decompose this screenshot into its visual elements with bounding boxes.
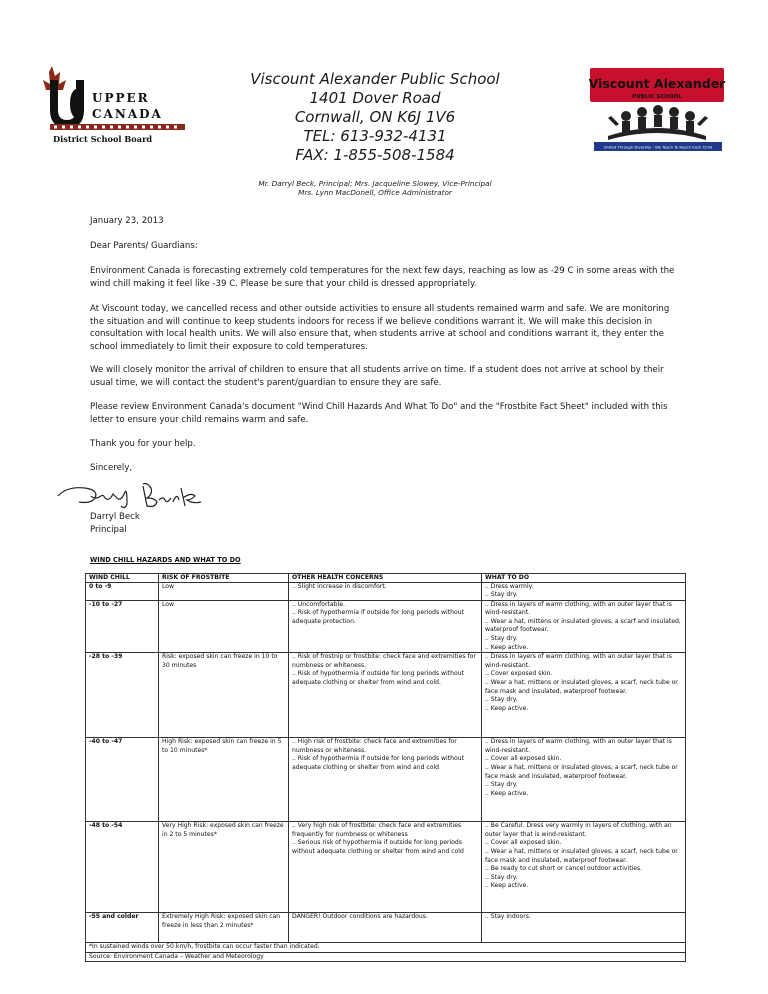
frostbite-risk-cell: Low xyxy=(159,582,289,600)
letter-paragraph-1: Environment Canada is forecasting extremely cold temperatures for the next few days, reaching as low as -29 C in some areas with the wind chill making it feel like -39 C. Please be sure that your child is dressed appropriately. xyxy=(90,266,675,289)
health-concerns-cell xyxy=(289,600,482,653)
school-fax: FAX: 1-855-508-1584 xyxy=(295,146,455,164)
letter-salutation: Dear Parents/ Guardians: xyxy=(90,241,198,251)
health-concerns-cell xyxy=(289,822,482,913)
ucdsb-board-label: District School Board xyxy=(53,134,153,144)
signature xyxy=(55,478,210,510)
what-to-do-line: .. Keep active. xyxy=(485,789,529,797)
school-address: 1401 Dover Road xyxy=(309,89,441,107)
frostbite-risk-cell: High Risk: exposed skin can freeze in 5 to 10 minutes* xyxy=(159,738,289,822)
what-to-do-line: .. Stay dry. xyxy=(485,781,518,789)
health-concerns-cell xyxy=(289,913,482,943)
va-logo-name: Viscount Alexander xyxy=(588,76,726,91)
health-concern-line: DANGER! Outdoor conditions are hazardous. xyxy=(292,913,428,921)
viscount-alexander-logo xyxy=(578,66,738,158)
table-header-row xyxy=(86,574,686,583)
wind-chill-cell: -48 to -54 xyxy=(86,822,159,913)
what-to-do-cell xyxy=(482,653,686,738)
what-to-do-line: .. Stay indoors. xyxy=(485,913,531,921)
children-book-illustration xyxy=(608,105,708,140)
what-to-do-cell xyxy=(482,822,686,913)
health-concern-line: .. Uncomfortable. xyxy=(292,600,345,608)
health-concern-line: .. Risk of hypothermia if outside for long periods without adequate protection. xyxy=(292,609,464,625)
what-to-do-line: .. Dress warmly. xyxy=(485,582,534,590)
va-logo-subtitle: PUBLIC SCHOOL xyxy=(632,94,682,100)
what-to-do-line: .. Keep active. xyxy=(485,704,529,712)
ucdsb-word-canada: CANADA xyxy=(92,107,163,121)
health-concerns-cell xyxy=(289,582,482,600)
what-to-do-line: .. Dress in layers of warm clothing, with an outer layer that is wind-resistant. xyxy=(485,738,672,754)
letter-closing: Sincerely, xyxy=(90,463,133,473)
table-footnote-row xyxy=(86,943,686,953)
what-to-do-line: .. Stay dry. xyxy=(485,873,518,881)
frostbite-risk-cell: Risk: exposed skin can freeze in 10 to 30 minutes xyxy=(159,653,289,738)
frostbite-risk-cell: Very High Risk: exposed skin can freeze in 2 to 5 minutes* xyxy=(159,822,289,913)
uc-monogram xyxy=(50,80,84,128)
school-header xyxy=(210,70,540,165)
ucdsb-word-upper: UPPER xyxy=(92,91,150,105)
wind-chill-table-title: WIND CHILL HAZARDS AND WHAT TO DO xyxy=(90,556,241,564)
what-to-do-line: .. Be ready to cut short or cancel outdoor activities. xyxy=(485,865,643,873)
health-concern-line: .. Very high risk of frostbite: check face and extremities frequently for numbness or whiteness xyxy=(292,822,462,838)
column-header-wind-chill: WIND CHILL xyxy=(86,574,159,583)
table-source: Source: Environment Canada – Weather and Meteorology xyxy=(86,952,686,962)
letter-paragraph-3: We will closely monitor the arrival of children to ensure that all students arrive on time. If a student does not arrive at school by their usual time, we will contact the student's parent/guardian to ensure they are safe. xyxy=(90,365,664,388)
letter-paragraph-4: Please review Environment Canada's document "Wind Chill Hazards And What To Do" and the "Frostbite Fact Sheet" included with this letter to ensure your child remains warm and safe. xyxy=(90,402,668,425)
what-to-do-line: .. Dress in layers of warm clothing, with an outer layer that is wind-resistant. xyxy=(485,653,672,669)
what-to-do-line: .. Cover exposed skin. xyxy=(485,670,553,678)
signer-title: Principal xyxy=(90,525,127,535)
letter-thanks: Thank you for your help. xyxy=(90,439,196,449)
what-to-do-line: .. Wear a hat, mittens or insulated gloves, a scarf, neck tube or face mask and insulated, waterproof footwear. xyxy=(485,848,678,864)
va-logo-motto: United Through Diversity - We Teach To Reach Each Child xyxy=(603,144,713,150)
what-to-do-line: .. Stay dry. xyxy=(485,696,518,704)
wind-chill-table xyxy=(85,573,686,962)
school-city: Cornwall, ON K6J 1V6 xyxy=(294,108,456,126)
what-to-do-line: .. Wear a hat, mittens or insulated gloves, a scarf, neck tube or face mask and insulated, waterproof footwear. xyxy=(485,679,678,695)
health-concern-line: .. Risk of frostnip or frostbite: check face and extremities for numbness or whiteness. xyxy=(292,653,476,669)
frostbite-risk-cell: Extremely High Risk: exposed skin can freeze in less than 2 minutes* xyxy=(159,913,289,943)
table-footnote: *In sustained winds over 50 km/h, frostbite can occur faster than indicated. xyxy=(86,943,686,953)
health-concern-line: .. Slight increase in discomfort. xyxy=(292,582,387,590)
what-to-do-cell xyxy=(482,582,686,600)
what-to-do-cell xyxy=(482,913,686,943)
table-row xyxy=(86,913,686,943)
table-row xyxy=(86,738,686,822)
table-row xyxy=(86,582,686,600)
frostbite-risk-cell: Low xyxy=(159,600,289,653)
admin-line-1: Mr. Darryl Beck, Principal; Mrs. Jacqueline Slowey, Vice-Principal xyxy=(258,179,492,188)
what-to-do-line: .. Wear a hat, mittens or insulated gloves, a scarf and insulated, waterproof footwear. xyxy=(485,617,681,634)
what-to-do-line: .. Cover all exposed skin. xyxy=(485,839,562,847)
table-row xyxy=(86,653,686,738)
column-header-what-to-do: WHAT TO DO xyxy=(482,574,686,583)
admin-line-2: Mrs. Lynn MacDonell, Office Administrator xyxy=(298,188,452,197)
table-row xyxy=(86,600,686,653)
letter-paragraph-2: At Viscount today, we cancelled recess and other outside activities to ensure all students remained warm and safe. We are monitoring the situation and will continue to keep students indoors for recess if we believe conditions warrant it. We will make this decision in consultation with local health units. We will also ensure that, when students arrive at school and conditions warrant it, they enter the school immediately to limit their exposure to cold temperatures. xyxy=(90,304,670,352)
wind-chill-cell: -55 and colder xyxy=(86,913,159,943)
what-to-do-cell xyxy=(482,600,686,653)
wind-chill-cell: -40 to -47 xyxy=(86,738,159,822)
letter-date: January 23, 2013 xyxy=(90,216,164,226)
wind-chill-cell: 0 to -9 xyxy=(86,582,159,600)
upper-canada-district-school-board-logo xyxy=(40,62,190,148)
table-row xyxy=(86,822,686,913)
what-to-do-line: .. Dress in layers of warm clothing, with an outer layer that is wind-resistant. xyxy=(485,600,672,617)
signer-name: Darryl Beck xyxy=(90,512,140,522)
health-concerns-cell xyxy=(289,653,482,738)
what-to-do-line: .. Keep active. xyxy=(485,882,529,890)
what-to-do-line: .. Stay dry. xyxy=(485,591,518,599)
health-concern-line: .. Risk of hypothermia if outside for long periods without adequate clothing or shelter from wind and cold xyxy=(292,755,464,772)
what-to-do-cell xyxy=(482,738,686,822)
wind-chill-cell: -10 to -27 xyxy=(86,600,159,653)
column-header-risk: RISK OF FROSTBITE xyxy=(159,574,289,583)
health-concern-line: .. High risk of frostbite: check face and extremities for numbness or whiteness. xyxy=(292,738,457,754)
health-concern-line: .. Risk of hypothermia if outside for long periods without adequate clothing or shelter from wind and cold. xyxy=(292,670,464,687)
what-to-do-line: .. Stay dry. xyxy=(485,635,518,643)
column-header-health: OTHER HEALTH CONCERNS xyxy=(289,574,482,583)
table-source-row xyxy=(86,952,686,962)
wind-chill-cell: -28 to -39 xyxy=(86,653,159,738)
health-concerns-cell xyxy=(289,738,482,822)
health-concern-line: .. Serious risk of hypothermia if outside for long periods without adequate clothing or shelter from wind and cold xyxy=(292,839,464,856)
what-to-do-line: .. Wear a hat, mittens or insulated gloves, a scarf, neck tube or face mask and insulated, waterproof footwear. xyxy=(485,764,678,780)
what-to-do-line: .. Be Careful. Dress very warmly in layers of clothing, with an outer layer that is wind-resistant. xyxy=(485,822,672,838)
what-to-do-line: .. Keep active. xyxy=(485,643,529,651)
school-name: Viscount Alexander Public School xyxy=(250,70,500,88)
what-to-do-line: .. Cover all exposed skin. xyxy=(485,755,562,763)
school-tel: TEL: 613-932-4131 xyxy=(303,127,447,145)
